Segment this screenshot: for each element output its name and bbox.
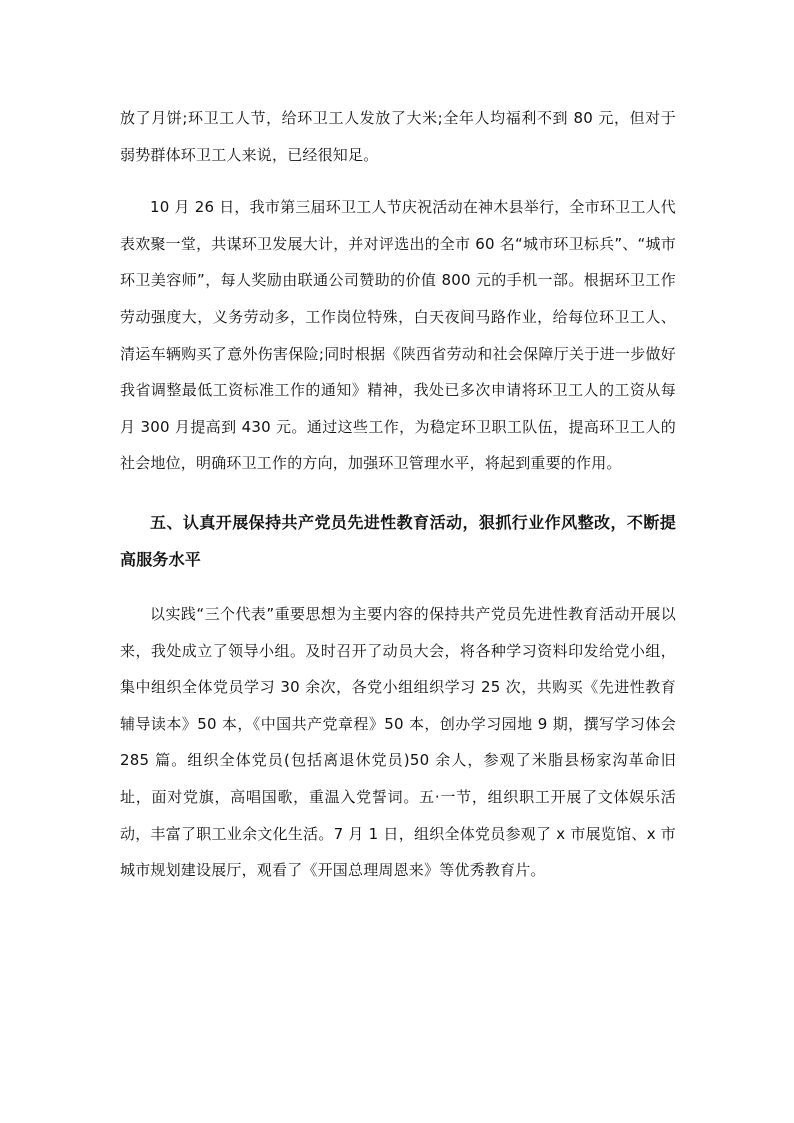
document-body (120, 100, 676, 889)
body-paragraph-sanitation-festival: 10 月 26 日，我市第三届环卫工人节庆祝活动在神木县举行，全市环卫工人代表欢聚一堂，共谋环卫发展大计，并对评选出的全市 60 名“城市环卫标兵”、“城市环卫美容师”，每人奖励由联通公司赞助的价值 800 元的手机一部。根据环卫工作劳动强度大，义务劳动多，工作岗位特殊，白天夜间马路作业，给每位环卫工人、清运车辆购买了意外伤害保险;同时根据《陕西省劳动和社会保障厅关于进一步做好我省调整最低工资标准工作的通知》精神，我处已多次申请将环卫工人的工资从每月 300 月提高到 430 元。通过这些工作，为稳定环卫职工队伍，提高环卫工人的社会地位，明确环卫工作的方向，加强环卫管理水平，将起到重要的作用。 (120, 198, 676, 473)
section-heading: 五、认真开展保持共产党员先进性教育活动，狠抓行业作风整改，不断提高服务水平 (120, 512, 676, 569)
body-paragraph-continued: 放了月饼;环卫工人节，给环卫工人发放了大米;全年人均福利不到 80 元，但对于弱势群体环卫工人来说，已经很知足。 (120, 109, 676, 164)
body-paragraph-party-education: 以实践“三个代表”重要思想为主要内容的保持共产党员先进性教育活动开展以来，我处成立了领导小组。及时召开了动员大会，将各种学习资料印发给党小组，集中组织全体党员学习 30 余次，各党小组组织学习 25 次，共购买《先进性教育辅导读本》50 本，《中国共产党章程》50 本，创办学习园地 9 期，撰写学习体会 285 篇。组织全体党员(包括离退休党员)50 余人，参观了米脂县杨家沟革命旧址，面对党旗，高唱国歌，重温入党誓词。五·一节，组织职工开展了文体娱乐活动，丰富了职工业余文化生活。7 月 1 日，组织全体党员参观了 x 市展览馆、x 市城市规划建设展厅，观看了《开国总理周恩来》等优秀教育片。 (120, 604, 676, 880)
